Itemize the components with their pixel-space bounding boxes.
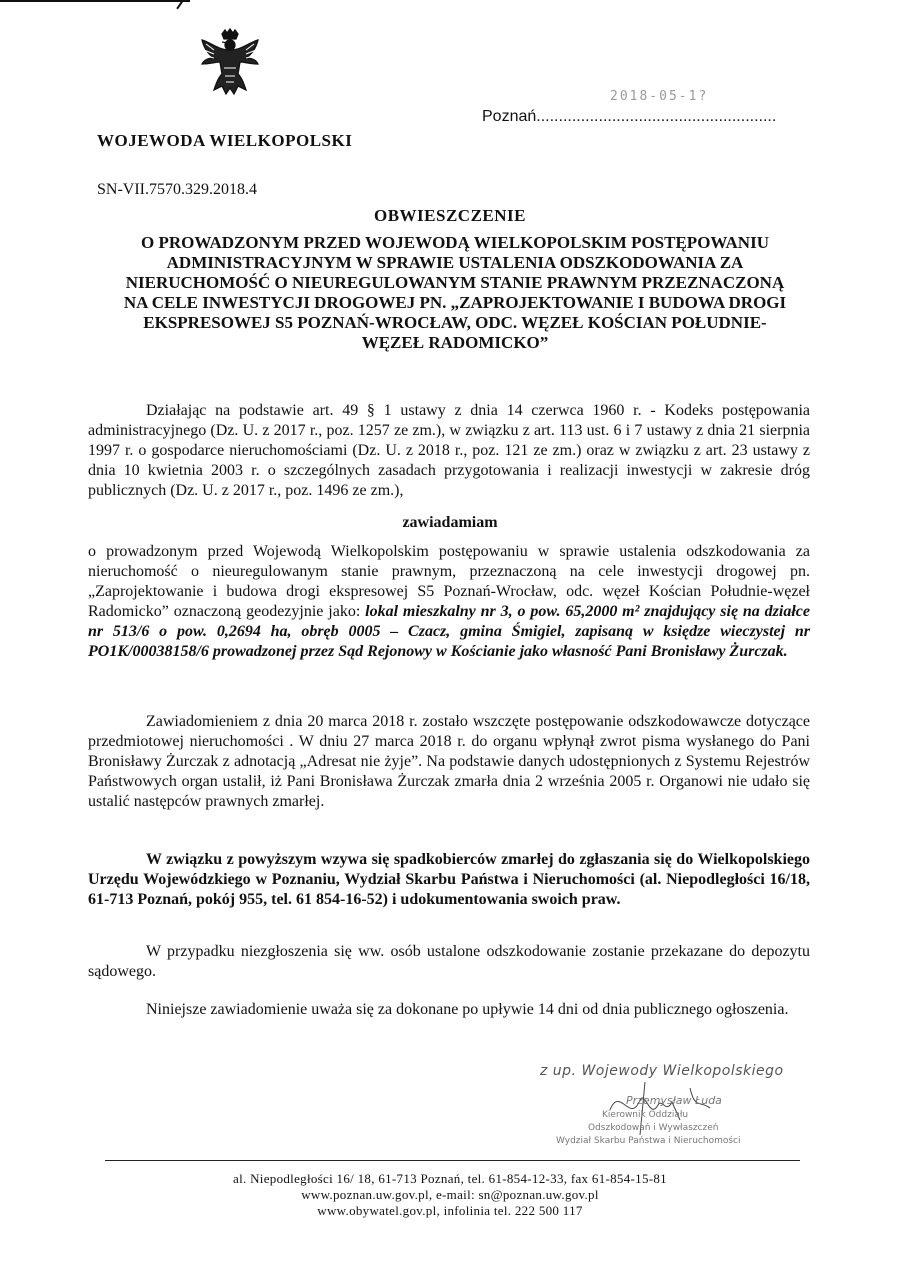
subject-line: EKSPRESOWEJ S5 POZNAŃ-WROCŁAW, ODC. WĘZEŁ KOŚCIAN POŁUDNIE- [143, 313, 767, 332]
footer-web-email: www.poznan.uw.gov.pl, e-mail: sn@poznan.uw.gov.pl [301, 1187, 599, 1202]
reference-number: SN-VII.7570.329.2018.4 [97, 181, 257, 198]
notice-heading: zawiadamiam [402, 514, 498, 531]
document-subject [100, 233, 810, 353]
subject-line: WĘZEŁ RADOMICKO” [361, 333, 549, 352]
notice-intro: o prowadzonym przed Wojewodą Wielkopolskim postępowaniu w sprawie ustalenia odszkodowania za nieruchomość o nieuregulowanym stanie prawnym, przeznaczoną na cele inwestycji drogowej pn. „Zaprojektowanie i budowa drogi ekspresowej S5 Poznań-Wrocław, odc. węzeł Kościan Południe-węzeł Radomicko” oznaczoną geodezyjnie jako: [88, 543, 810, 620]
signature-unit: Odszkodowań i Wywłaszczeń [588, 1123, 719, 1133]
footer-rule [105, 1160, 800, 1161]
subject-line: ADMINISTRACYJNYM W SPRAWIE USTALENIA ODSZKODOWANIA ZA [166, 253, 744, 272]
signature-authorization: z up. Wojewody Wielkopolskiego [540, 1063, 784, 1079]
legal-basis-paragraph [88, 401, 810, 501]
notice-paragraph [88, 542, 810, 662]
legal-basis-text: Działając na podstawie art. 49 § 1 ustawy z dnia 14 czerwca 1960 r. - Kodeks postępowania administracyjnego (Dz. U. z 2017 r., poz. 1257 ze zm.), w związku z art. 113 ust. 6 i 7 ustawy z dnia 21 sierpnia 1997 r. o gospodarce nieruchomościami (Dz. U. z 2018 r., poz. 121 ze zm.) oraz w związku z art. 23 ustawy z dnia 10 kwietnia 2003 r. o szczególnych zasadach przygotowania i realizacji inwestycji w zakresie dróg publicznych (Dz. U. z 2017 r., poz. 1496 ze zm.), [88, 402, 810, 499]
date-placeholder-dots: ...................................................... [536, 108, 777, 125]
signature-title: Kierownik Oddziału [602, 1110, 689, 1120]
signature-department: Wydział Skarbu Państwa i Nieruchomości [556, 1136, 741, 1146]
date-stamp: 2018-05-1? [610, 89, 709, 104]
property-description: lokal mieszkalny nr 3, o pow. 65,2000 m² znajdujący się na działce nr 513/6 o pow. 0,2694 ha, obręb 0005 – Czacz, gmina Śmigiel, zapisaną w księdze wieczystej nr PO1K/00038158/6 prowadzonej przez Sąd Rejonowy w Kościanie jako własność Pani Bronisławy Żurczak. [88, 603, 810, 660]
corner-rule [0, 0, 190, 2]
subject-line: NIERUCHOMOŚĆ O NIEUREGULOWANYM STANIE PRAWNYM PRZEZNACZONĄ [125, 273, 785, 292]
subject-line: NA CELE INWESTYCJI DROGOWEJ PN. „ZAPROJEKTOWANIE I BUDOWA DROGI [123, 293, 787, 312]
subject-line: O PROWADZONYM PRZED WOJEWODĄ WIELKOPOLSKIM POSTĘPOWANIU [141, 233, 769, 252]
footer [0, 1171, 900, 1219]
place-label: Poznań [482, 108, 537, 125]
proceedings-paragraph [88, 712, 810, 812]
deposit-paragraph [88, 942, 810, 982]
place-date-line [482, 108, 776, 126]
authority-name: WOJEWODA WIELKOPOLSKI [97, 131, 353, 150]
footer-address: al. Niepodległości 16/ 18, 61-713 Poznań, tel. 61-854-12-33, fax 61-854-15-81 [233, 1171, 667, 1186]
footer-hotline: www.obywatel.gov.pl, infolinia tel. 222 500 117 [317, 1203, 583, 1218]
signature-name: Przemysław Łuda [626, 1094, 722, 1107]
polish-eagle-emblem-icon [198, 28, 262, 100]
document-title: OBWIESZCZENIE [374, 206, 526, 225]
deposit-text: W przypadku niezgłoszenia się ww. osób ustalone odszkodowanie zostanie przekazane do depozytu sądowego. [88, 943, 810, 980]
effective-text: Niniejsze zawiadomienie uważa się za dokonane po upływie 14 dni od dnia publicznego ogłoszenia. [146, 1001, 789, 1018]
summons-text: W związku z powyższym wzywa się spadkobierców zmarłej do zgłaszania się do Wielkopolskiego Urzędu Wojewódzkiego w Poznaniu, Wydział Skarbu Państwa i Nieruchomości (al. Niepodległości 16/18, 61-713 Poznań, pokój 955, tel. 61 854-16-52) i udokumentowania swoich praw. [88, 851, 810, 908]
summons-paragraph [88, 850, 810, 910]
effective-paragraph [88, 1000, 810, 1020]
proceedings-text: Zawiadomieniem z dnia 20 marca 2018 r. zostało wszczęte postępowanie odszkodowawcze dotyczące przedmiotowej nieruchomości . W dniu 27 marca 2018 r. do organu wpłynął zwrot pisma wysłanego do Pani Bronisławy Żurczak z adnotacją „Adresat nie żyje”. Na podstawie danych udostępnionych z Systemu Rejestrów Państwowych organ ustalił, iż Pani Bronisława Żurczak zmarła dnia 2 września 2005 r. Organowi nie udało się ustalić następców prawnych zmarłej. [88, 713, 810, 810]
